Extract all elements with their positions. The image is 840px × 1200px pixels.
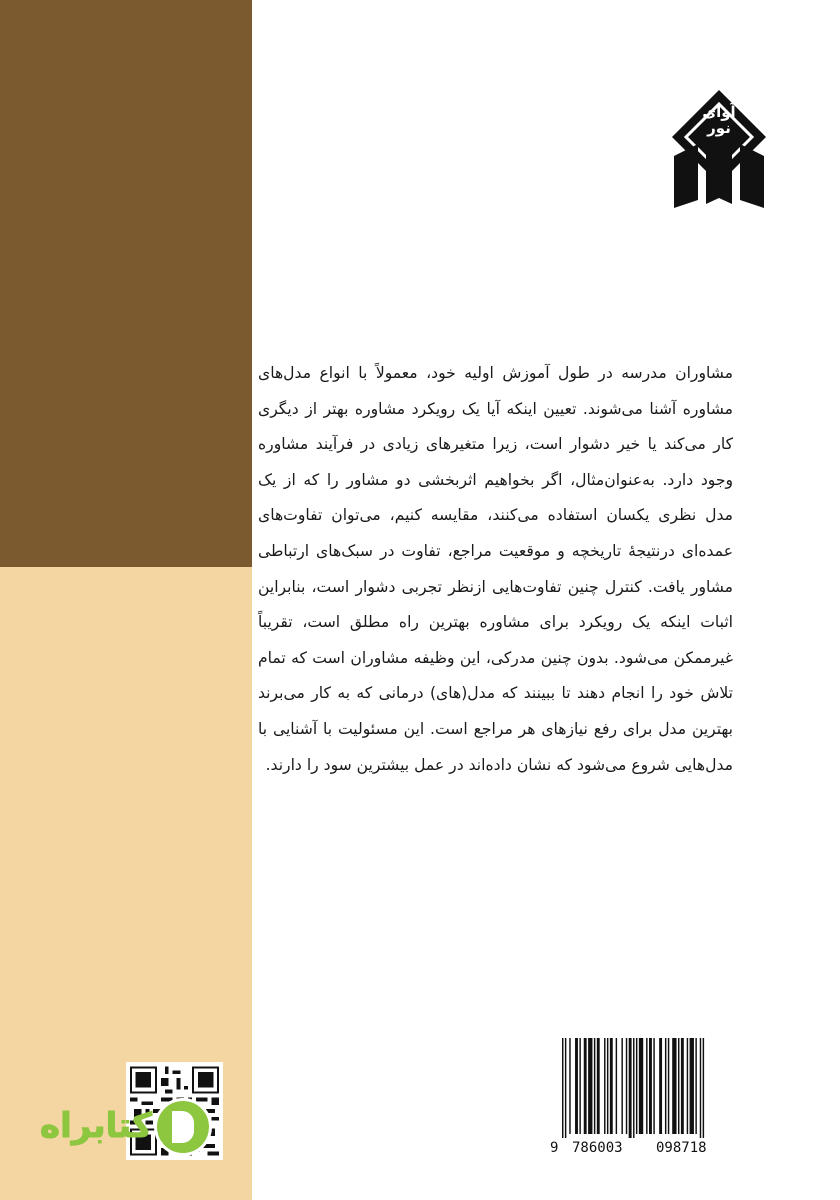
barcode-bar: [668, 1038, 669, 1134]
store-badge-icon: [154, 1098, 212, 1156]
barcode-bar: [646, 1038, 647, 1134]
barcode-bar: [621, 1038, 622, 1134]
barcode-bar: [695, 1038, 696, 1134]
barcode-bar: [569, 1038, 570, 1134]
barcode-bar: [588, 1038, 592, 1134]
isbn-first-digit: 9: [550, 1140, 559, 1156]
barcode-bar: [562, 1038, 563, 1138]
isbn-group2: 098718: [656, 1140, 707, 1156]
barcode-bar: [607, 1038, 608, 1134]
barcode-bar: [594, 1038, 595, 1134]
barcode-bar: [604, 1038, 605, 1134]
store-badge-bookmark: [172, 1111, 194, 1143]
barcode-bar: [575, 1038, 578, 1134]
barcode-bar: [690, 1038, 694, 1134]
barcode-bar: [639, 1038, 643, 1134]
barcode-bar: [703, 1038, 704, 1138]
store-name: کتابراه: [40, 1106, 153, 1146]
cover-stripe-dark: [0, 0, 252, 567]
barcode-bar: [681, 1038, 684, 1134]
publisher-logo: [672, 90, 766, 208]
barcode-bar: [678, 1038, 679, 1134]
barcode-bar: [626, 1038, 627, 1134]
barcode-bar: [653, 1038, 654, 1134]
isbn-number: [548, 1138, 750, 1160]
isbn-group1: 786003: [572, 1140, 623, 1156]
barcode-bar: [616, 1038, 617, 1134]
barcode-bar: [659, 1038, 662, 1134]
barcode-bar: [610, 1038, 613, 1134]
book-description: مشاوران مدرسه در طول آموزش اولیه خود، معمولاً با انواع مدل‌های مشاوره آشنا می‌شوند. تعیین اینکه آیا یک رویکرد مشاوره بهتر از دیگری کار می‌کند یا خیر دشوار است، زیرا متغیرهای زیادی در فرآیند مشاوره وجود دارد. به‌عنوان‌مثال، اگر بخواهیم اثربخشی دو مشاور را که از یک مدل نظری یکسان استفاده می‌کنند، مقایسه کنیم، می‌توان تفاوت‌های عمده‌ای درنتیجهٔ تاریخچه و موقعیت مراجع، تفاوت در سبک‌های ارتباطی مشاور یافت. کنترل چنین تفاوت‌هایی ازنظر تجربی دشوار است، بنابراین اثبات اینکه یک رویکرد برای مشاوره بهترین راه مطلق است، تقریباً غیرممکن می‌شود. بدون چنین مدرکی، این وظیفه مشاوران است که تمام تلاش خود را انجام دهند تا ببینند که مدل(های) درمانی که به کار می‌برند بهترین مدل برای رفع نیازهای هر مراجع است. این مسئولیت با آشنایی با مدل‌هایی شروع می‌شود که نشان داده‌اند در عمل بیشترین سود را دارند.: [258, 364, 733, 774]
barcode-bar: [636, 1038, 637, 1134]
store-logo: [36, 1096, 226, 1160]
barcode-bar: [597, 1038, 600, 1134]
barcode-bar: [687, 1038, 688, 1134]
barcode-bar: [633, 1038, 634, 1138]
barcode-bar: [629, 1038, 632, 1138]
barcode-bar: [579, 1038, 580, 1134]
barcode-bar: [700, 1038, 701, 1138]
barcode-bars: [548, 1034, 750, 1138]
barcode-bar: [584, 1038, 587, 1134]
barcode-bar: [649, 1038, 652, 1134]
publisher-name-line1: آوای: [702, 103, 736, 121]
publisher-name-line2: نور: [707, 119, 731, 137]
isbn-barcode: [548, 1034, 750, 1160]
barcode-bar: [565, 1038, 566, 1138]
publisher-name: [672, 90, 766, 150]
barcode-bar: [665, 1038, 666, 1134]
barcode-bar: [672, 1038, 676, 1134]
